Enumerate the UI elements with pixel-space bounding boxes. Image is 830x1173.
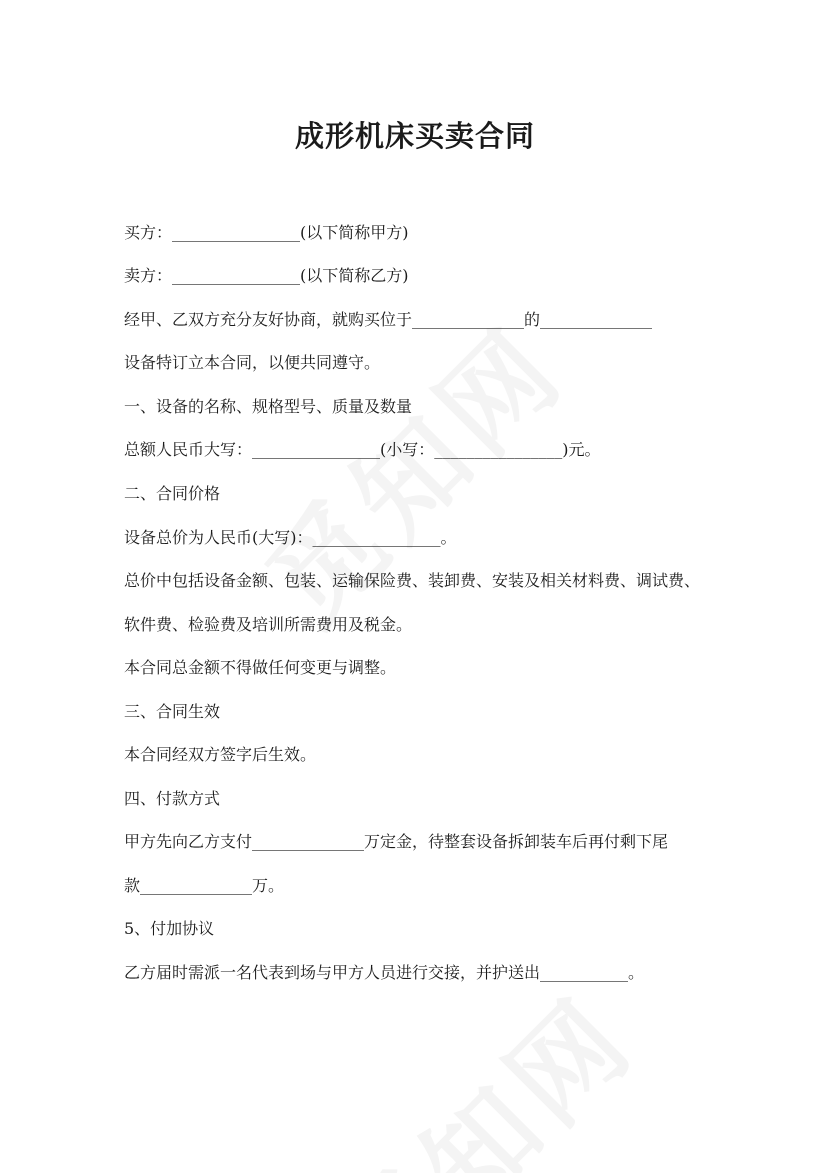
watermark [297, 956, 663, 1173]
paragraph-line: 设备总价为人民币(大写)：________________。 [124, 528, 457, 547]
paragraph-line: 甲方先向乙方支付______________万定金，待整套设备拆卸装车后再付剩下尾 [124, 832, 669, 851]
paragraph-line: 设备特订立本合同，以便共同遵守。 [124, 353, 381, 372]
section-heading: 二、合同价格 [124, 484, 221, 503]
paragraph-line: 本合同总金额不得做任何变更与调整。 [124, 658, 397, 677]
section-heading: 5、付加协议 [124, 919, 215, 938]
paragraph-line: 本合同经双方签字后生效。 [124, 745, 317, 764]
paragraph-line: 总价中包括设备金额、包装、运输保险费、装卸费、安装及相关材料费、调试费、 [124, 571, 701, 590]
paragraph-line: 经甲、乙双方充分友好协商，就购买位于______________的______________ [124, 310, 653, 329]
section-heading: 一、设备的名称、规格型号、质量及数量 [124, 397, 413, 416]
paragraph-line: 乙方届时需派一名代表到场与甲方人员进行交接，并护送出___________。 [124, 963, 645, 982]
paragraph-line: 款______________万。 [124, 876, 285, 895]
watermark [227, 286, 593, 652]
section-heading: 三、合同生效 [124, 702, 221, 721]
seller-line: 卖方：________________(以下简称乙方) [124, 266, 409, 285]
paragraph-line: 总额人民币大写：________________(小写：________________)元。 [124, 440, 601, 459]
buyer-line: 买方：________________(以下简称甲方) [124, 223, 409, 242]
paragraph-line: 软件费、检验费及培训所需费用及税金。 [124, 615, 413, 634]
document-title: 成形机床买卖合同 [294, 119, 535, 153]
section-heading: 四、付款方式 [124, 789, 221, 808]
